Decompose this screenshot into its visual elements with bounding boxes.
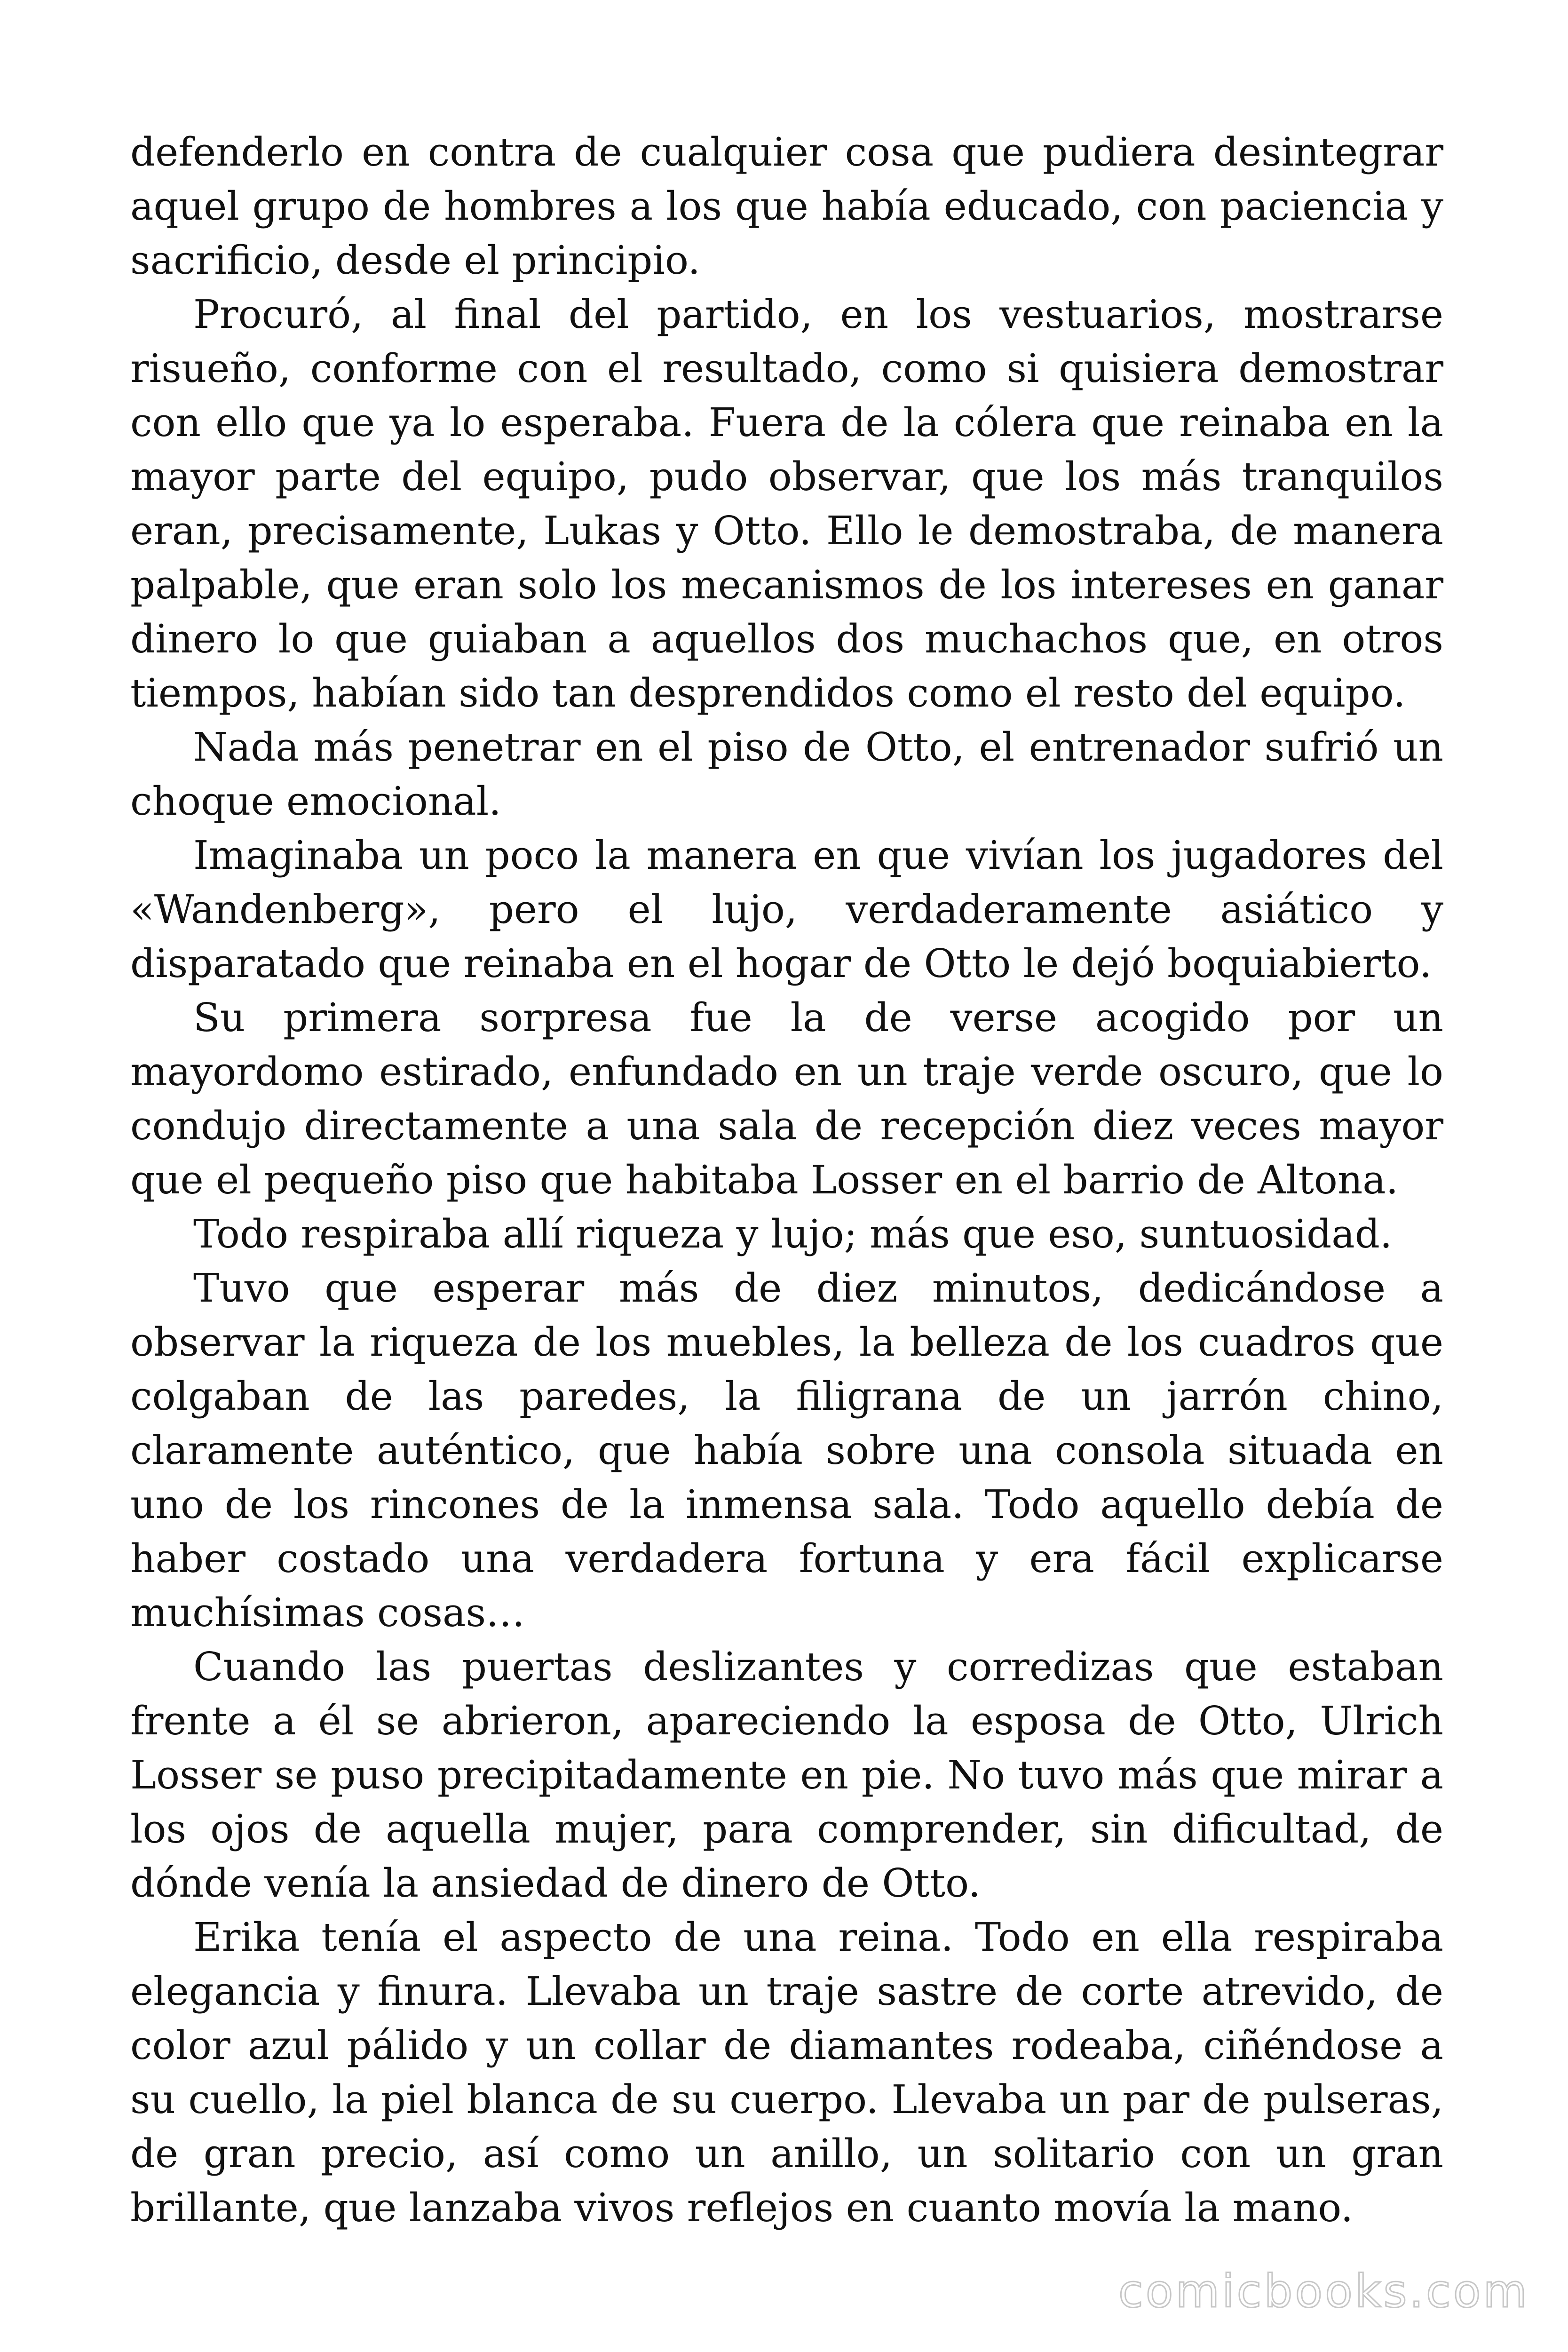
paragraph: Procuró, al final del partido, en los vestuarios, mostrarse risueño, conforme con el resultado, como si quisiera demostrar con ello que ya lo esperaba. Fuera de la cólera que reinaba en la mayor parte del equipo, pudo observar, que los más tranquilos eran, precisamente, Lukas y Otto. Ello le demostraba, de manera palpable, que eran solo los mecanismos de los intereses en ganar dinero lo que guiaban a aquellos dos muchachos que, en otros tiempos, habían sido tan desprendidos como el resto del equipo.	[130, 292, 1443, 716]
paragraph: Nada más penetrar en el piso de Otto, el entrenador sufrió un choque emocional.	[130, 724, 1443, 824]
paragraph: Su primera sorpresa fue la de verse acogido por un mayordomo estirado, enfundado en un traje verde oscuro, que lo condujo directamente a una sala de recepción diez veces mayor que el pequeño piso que habitaba Losser en el barrio de Altona.	[130, 995, 1443, 1203]
paragraph: Todo respiraba allí riqueza y lujo; más que eso, suntuosidad.	[193, 1211, 1393, 1257]
paragraph: Cuando las puertas deslizantes y corredizas que estaban frente a él se abrieron, apareciendo la esposa de Otto, Ulrich Losser se puso precipitadamente en pie. No tuvo más que mirar a los ojos de aquella mujer, para comprender, sin dificultad, de dónde venía la ansiedad de dinero de Otto.	[130, 1644, 1443, 1906]
paragraph: Imaginaba un poco la manera en que vivían los jugadores del «Wandenberg», pero el lujo, verdaderamente asiático y disparatado que reinaba en el hogar de Otto le dejó boquiabierto.	[130, 833, 1443, 986]
watermark: comicbooks.com	[1118, 2265, 1529, 2318]
paragraph: Tuvo que esperar más de diez minutos, dedicándose a observar la riqueza de los muebles, la belleza de los cuadros que colgaban de las paredes, la filigrana de un jarrón chino, claramente auténtico, que había sobre una consola situada en uno de los rincones de la inmensa sala. Todo aquello debía de haber costado una verdadera fortuna y era fácil explicarse muchísimas cosas…	[130, 1265, 1443, 1636]
paragraph: Erika tenía el aspecto de una reina. Todo en ella respiraba elegancia y finura. Llevaba un traje sastre de corte atrevido, de color azul pálido y un collar de diamantes rodeaba, ciñéndose a su cuello, la piel blanca de su cuerpo. Llevaba un par de pulseras, de gran precio, así como un anillo, un solitario con un gran brillante, que lanzaba vivos reflejos en cuanto movía la mano.	[130, 1915, 1443, 2231]
paragraph: defenderlo en contra de cualquier cosa que pudiera desintegrar aquel grupo de hombres a los que había educado, con paciencia y sacrificio, desde el principio.	[130, 129, 1443, 283]
page-body	[130, 125, 1443, 2235]
